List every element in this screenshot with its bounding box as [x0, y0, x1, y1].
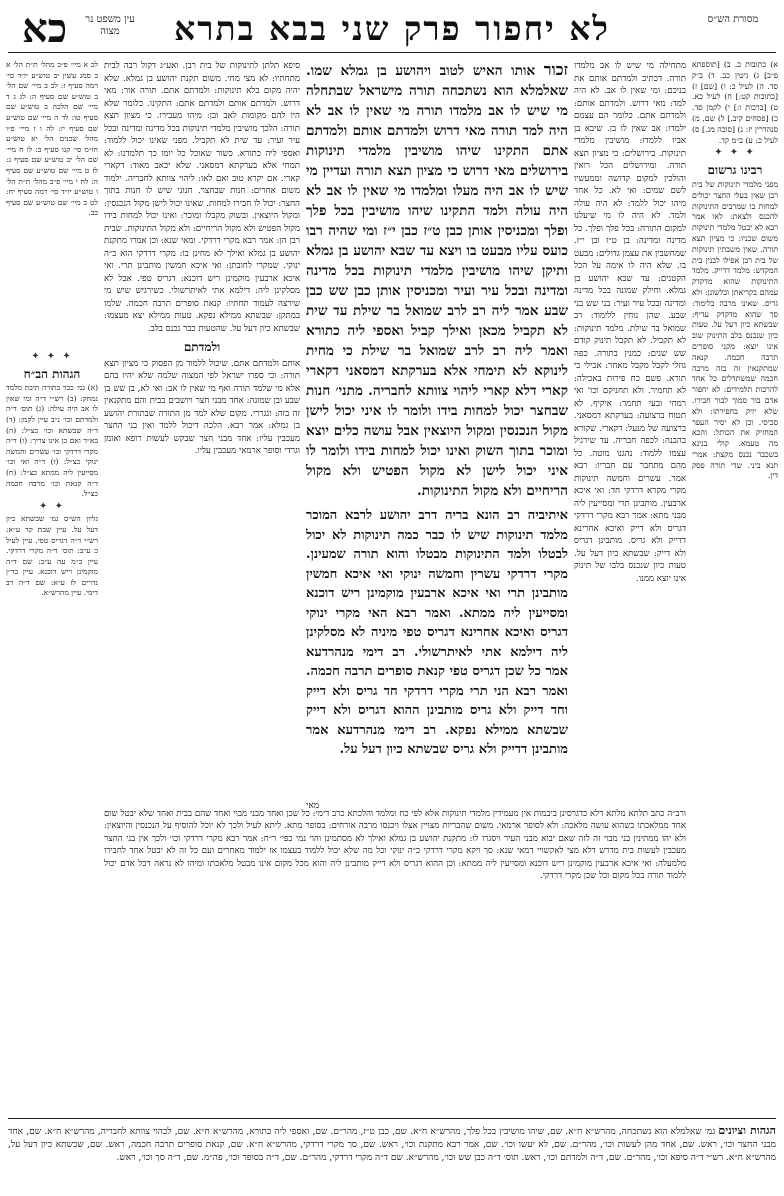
- wide-commentary-text: ורב״ה כתב תלתא מלתא דלא כדגרסינן ביבמות אין מעמידין מלמדי תינוקות אלא לפי כח ומלמד והלכתא כרב דימי: כל שכן ואחד מבני מבוי ואחד שהם בבית ואחד שלא יבטל שום אחד ממלאכתו כשהוא עושה מלאכה: ולא לסופר ארמאי. משום שהבריות מצויין אצלו ויכנסו מרבה אורחים: בסופר מתא. ליתא לעיל ולכך לא יוכל להוסיף על הנכנסין והיוצאין: ולא יהו ממתינין בני מבוי זה לזה שאם יבוא מבני העיר ויסגרו לו: מתקנת יהושע בן גמלא ואילך לא מסתמינן והוי נמי כפי׳ ר״ח: אמר רבא מקרי דרדקי וכו׳ ולכך אין בני החצר מעכבין לעשות בית מדרש דלא מצי לאקשויי דמאי שנא: סך ויקא מקרי דרדקי כ״ה ינוקי וכל מה שלא יכול ללמוד בעצמו אז ילמוד מאחרים ועם כל זה לא יבטל אחד לחבירו מלמעלה: ואי איכא ארבעין מוקמינן ריש דוכנא ומסייעין ליה ממתא: וכן ההוא דגריס ולא דייק מותבינן ליה והוא מכל מקום אינו מבטל מלאכתו ומיהו לא נראה דכל אדם יכול ללמוד תורה בכל מקום וכל שכן מקרי דרדקי.: [104, 809, 686, 882]
- mesoret-column: [692, 60, 778, 1120]
- catchword-marker: מאי: [306, 801, 320, 811]
- gemara-lower-body: איתיביה רב הונא בריה דרב יהושע לרבא המוכר מלמד תינוקות שיש לו כבר כמה תינוקות לא יכול לבטלו ולמד התינוקות מבטלו והוא תורה שמעינן. מקרי דרדקי עשרין וחמשה ינוקי ואי איכא חמשין מותבינן תרי ואי איכא ארבעין מוקמינן ריש דוכנא ומסייעין ליה ממתא. ואמר רבא האי מקרי ינוקי דגריס ואיכא אחרינא דגריס טפי מיניה לא מסלקינן ליה דילמא אתי לאיתרשולי. רב דימי מנהרדעא אמר כל שכן דגריס טפי קנאת סופרים תרבה חכמה. ואמר רבא הני תרי מקרי דרדקי חד גריס ולא דייק וחד דייק ולא גריס מותבינן ההוא דגריס ולא דייק שבשתא ממילא נפקא. רב דימי מנהרדעא אמר מותבינן דדייק ולא גריס שבשתא כיון דעל על.: [306, 508, 568, 757]
- rabbeinu-gershom-title: רבינו גרשום: [707, 163, 763, 178]
- page-title: לא יחפור פרק שני בבא בתרא: [174, 9, 610, 48]
- footer-text: גמ׳ שאלמלא הוא נשתכחה, מהרש״א ח״א. שם, שיהו מושיבין בכל פלך, מהרש״א ח״א. שם, כבן ט״ז, מהר״ם. שם, ואספי ליה כתורא, מהרש״א ח״א. שם, לכהוי צוותא לחבריה, מהרש״א ח״א. שם, אחד מבני החצר וכו׳, ראש. שם, אחד מהן לעשות וכו׳, מהר״ם. שם, לא יעשו וכו׳. שם, אמר רבא מתקנת וכו׳, ראש. שם, סך מקרי דרדקי, מהרש״א ח״א. שם, קנאת סופרים תרבה חכמה, ראש. שם, שבשתא כיון דעל על, מהרש״א ח״א. רש״י ד״ה סיפא וכו׳, מהר״ם. שם, ד״ה ולמדתם וכו׳, ראש. תוס׳ ד״ה כבן שש וכו׳, מהרש״א. שם ד״ה מקרי דרדקי, מהר״ם. שם, ד״ה בסופר וכו׳, פה״מ. שם, ד״ה סך וכו׳, ראש.: [8, 1127, 776, 1163]
- tosafot-section-text: אותם ולמדתם אתם. שיכול ללמוד מן הפסוק כי מציון תצא תורה: וכי ספרו ישראל לפי המצוה שלמה שלא יהיו בהם אלא מי שלמד תורה ואף מי שאין לו אב: ואי לא, בן שש בן שבע ובן שמונה: אחד מבני חצר ויושבים בבית והם מתקנאין זה בזה: ונגררי. מקום שלא למד מן התורה שבתורת יהושע בן גמלא: אמר רבא. הלכה דיכול ללמד ואין בני החצר מעכבין עליו: אחד מבני חצר שבקש לעשות רופא ואומן וגרדי וסופר ארמאי מעכבין עליו.: [104, 358, 300, 456]
- ornament-divider-left-2: ✦ ✦: [39, 500, 65, 512]
- ein-mishpat-label: עין משפט נר מצוה: [85, 14, 135, 37]
- ornament-divider-left: ✦ ✦ ✦: [31, 351, 73, 362]
- mesoret-references: א) כתובות כ. ב) [תוספתא פ״ב] ג) גיטין כב. ד) ב״ק סד. ה) לעיל כ: ו) [שם] ז) [כתובות קט:] ח) לעיל כא. ט) [ברכות ו:] י) לקמן סד. כ) [פסחים קיב.] ל) שם, מ) סנהדרין יז: נ) [סוכה מג.] ס) לעיל כ: ע) ב״מ קד.: [692, 60, 778, 145]
- rabbeinu-gershom-text: מפני מלמדי תינוקות של בית רבן שאין בעלי החצר יכולים למחות בו שמרבים התינוקות להכנס ולצאת: לאו אמר רבא לא יבטל מלמדי תינוקות משום שכניו: כי מציון תצא תורה. שאין משבתין תינוקות של בית רבן אפילו לבנין בית המקדש: מלמד דדייק. מלמד התינוקות שהוא מדקדק עמהם בקריאתן ובלשונן: ולא גריס. שאינו מרבה בלימוד: סך שהוא מדקדק עדיף: שבשתא כיון דעל על. טעות כיון שנכנס בלב התינוק שוב אינו יוצא: מקני סופרים תרבה חכמה. קנאה שמתקנאין זה בזה מרבה חכמה שמשתדלים כל אחד להרבות תלמידים: לא יחפור אדם בור סמוך לבור חבירו. שלא יזיק בחפירתו: ולא סכיסי. וכן לא יסיר העפר המחזיק את הכותל: והכא מה טעמא. קולי בנינא בשכבר נכנס מקצת: אמרי תנא ביני. שדי תורה פסק דין.: [692, 179, 778, 481]
- tosafot-section-title: ולמדתם: [183, 340, 221, 354]
- footer-title: הגהות וציונים: [718, 1124, 776, 1137]
- header-divider: [8, 52, 776, 53]
- ein-mishpat-text: לכ א מיי׳ פ״ב מהל׳ ת״ת הל׳ א ב סמג עשין יב טוש״ע יו״ד סי׳ רמה סעיף ז: לב ב מיי׳ שם הל׳ ב טוש״ע שם סעיף ה: לג ג ד מיי׳ שם הלכה ב טוש״ע שם סעיף טו: לד ה מיי׳ שם טוש״ע שם סעיף יז: לה ו ז מיי׳ פ״ו מהל׳ שכנים הל׳ יא טוש״ע חו״מ סי׳ קנו סעיף ב: לו ח מיי׳ שם הל׳ יב טוש״ע שם סעיף ג: לז ט מיי׳ שם טוש״ע שם סעיף ה: לח י מיי׳ פ״ב מהל׳ ת״ת הל׳ ו טוש״ע יו״ד סי׳ רמה סעיף יח: לט כ מיי׳ שם טוש״ע שם סעיף כב.: [6, 60, 98, 218]
- ornament-divider: ✦ ✦ ✦: [714, 147, 756, 159]
- mishnah-text: מתני׳ חנות שבחצר יכול למחות בידו ולומר לו איני יכול לישן מקול הנכנסין ומקול היוצאין אבל עושה כלים יוצא ומוכר בתוך השוק ואינו יכול למחות בידו ולומר לו איני יכול לישן לא מקול הפטיש ולא מקול הריחיים ולא מקול התינוקות.: [306, 383, 568, 499]
- opening-word: זכור: [543, 60, 568, 79]
- gemara-main-text: [306, 60, 568, 500]
- hagahot-text: (א) גמ׳ כבר בתורה תיבת מלמד נמחק: (ב) רש״י ד״ה ומי שאין לו אב היה עולה: (ג) תוס׳ ד״ה ולמדתם וכו׳ נ״ב עיין לקמן: (ד) ד״ה שבשתא וכו׳ כצ״ל: (ה) בא״ד ואם כן אינו צריך: (ו) ד״ה מקרי דרדקי וכו׳ עשרים וחמשה ינוקי כצ״ל: (ז) ד״ה ואי וכו׳ מסייעין ליה ממתא כצ״ל: (ח) ד״ה קנאת וכו׳ מרבה חכמה כצ״ל.: [6, 383, 98, 499]
- gemara-lower-text: [306, 506, 568, 806]
- rashi-text: מתחילה מי שיש לו אב מלמדו תורה. דכתיב ולמדתם אותם את בניכם: ומי שאין לו אב. לא היה למד: מאי דרוש. ולמדתם אותם: ולמדתם אתם. כלומר הם עצמם ילמדו: אב שאין לו בן. שיבא בן אביו ללמדו: מושיבין מלמדי תינוקות. בירושלים: כי מציון תצא תורה. ומירושלים הכל רואין והולכין למקום קדושה וממעשיו לשם שמים: ואי לא. כל אחד מיהו יכול ללמד: לא היה עולה ולמד. לא היה לו מי שיעלנו למקום התורה: בכל פלך ופלך. כל מדינה ומדינה: בן ט״ז ובן י״ז. שמחשבין את עצמן גדולים: מבעט בו. שלא היה לו אימה על הכל הקטנים: עד שבא יהושע בן גמלא. וחילק שמונה בכל מדינה ומדינה ובכל עיר ועיר: בני שש בני שבע. שהן נוחין ללימוד: רב שמואל בר שילת. מלמד תינוקות: לא תקביל. לא תקבל תינוק קודם שש שנים: כמנין בתורה. כפה גוזלי לקבל מקבל מאחר: אכילי כי תורא. פשם כח פירות באכילה: לא תחמיר. ולא תחניקם וכו' ואי רמחי ובעי תחמר: איקיף. לא תטוח ברצועה: בערקתא דמסאני. ברצועה של מנעל: דקארי. שקורא בהבנה: לכפה חבריה. עד שירגיל עצמו ללמוד: נהגנו מוטה. כל מהם מתחבר עם חבריו: רבא אמר. עשרים וחמשה תינוקות מקרי מקרא דרדקי חד: ואי איכא ארבעין. מותבינן תרי ומסייעין ליה מבני מתא: אמר רבא מקרי דרדקי דגריס ולא דייק ואיכא אחרינא דדייק ולא גריס. מותבינן דגריס ולא דייק: שבשתא כיון דעל על. טעות כיון שנכנס בלבו של תינוק אינו יוצא ממנו.: [574, 61, 686, 584]
- tosafot-text: סיפא תלתן לתינוקות של בית רבן. ואע״ג דקול רבה לבית מתחתיו: לא מצי מחי. משום תקנת יהושע בן גמלא. שלא יהיה מקום בלא תינוקות: ולמדתם אתם. תורה אור: מאי דרוש. ולמדתם אותם ולמדתם אתם: התקינו. כלומר שלא היו להם מקומות לאב ובן: מיהו מעבירו. כי מציון תצא תורה: הלכך מושיבין מלמדי תינוקות בכל מדינה ומדינה ובכל עיר ועיר: עד שית לא תקביל. מפני שאינו יכול ללמוד: ואספי ליה כתורא. כשור שאוכל כל יומו כך תלמדנו: לא תמחי אלא בערקתא דמסאני. שלא יכאב מאוד: דקארי קארי. אם יקרא טוב ואם לאו: ליהוי צוותא לחבריה. ילמוד משום אחרים: חנות שבחצר. חנוני שיש לו חנות בתוך החצר: יכול לו חבירו למחות. שאינו יכול לישן מקול הנכנסין: ומקול היוצאין. ובשוק מקבלו ומוכר: ואינו יכול למחות בידו מקול הפטיש ולא מקול הריחיים: ולא מקול התינוקות. שבית רבן הן: אמר רבא מקרי דרדקי. ומאי שנא: וכן אמרו מתקנת יהושע בן גמלא ואילך לא מחינן בו: מקרי דרדקי הוא כ״ה ינוקי. שמקרי לחובתן: ואי איכא חמשין מותבינן תרי. ואי איכא ארבעין מוקמינן ריש דוכנא: דגריס טפי. אבל לא מסלקינן ליה: דילמא אתי לאיתרשולי. כשירגיש שיש מי שירצה לעמוד תחתיו: קנאת סופרים תרבה חכמה. שלמו במתקן: שבשתא ממילא נפקא. טעות ממילא יצא מעצמו: שבשתא כיון דעל על. שהטעות כבר נכנס בלב.: [104, 61, 300, 334]
- masoret-label: מסורת הש״ס: [707, 14, 759, 25]
- hagahot-title: הגהות הב״ח: [23, 366, 81, 381]
- footer-divider: [8, 1118, 776, 1119]
- left-lower-text: גליון הש״ס גמ׳ שבשתא כיון דעל על. עיין שבת קד ע״א: רש״י ד״ה דגריס טפי. עיין לעיל כ ע״ב: תוס׳ ד״ה מקרי דרדקי. עיין ב״מ עה ע״ב: שם ד״ה מוקמינן ריש דוכנא. עיין בר״ן נדרים לז ע״א: שם ד״ה רב דימי. עיין מהרש״א.: [6, 514, 98, 598]
- page-header: [8, 5, 776, 52]
- gemara-opening-text: אותו האיש לטוב ויהושע בן גמלא שמו. שאלמלא הוא נשתכחה תורה מישראל שבתחלה מי שיש לו אב מלמדו תורה מי שאין לו אב לא היה למד תורה מאי דרוש ולמדתם אותם ולמדתם אתם התקינו שיהו מושיבין מלמדי תינוקות בירושלים מאי דרוש כי מציון תצא תורה ועדיין מי שיש לו אב היה מעלו ומלמדו מי שאין לו אב לא היה עולה ולמד התקינו שיהו מושיבין בכל פלך ופלך ומכניסין אותן כבן ט״ז כבן י״ז ומי שהיה רבו כועס עליו מבעט בו ויצא עד שבא יהושע בן גמלא ותיקן שיהו מושיבין מלמדי תינוקות בכל מדינה ומדינה ובכל עיר ועיר ומכניסין אותן כבן שש כבן שבע אמר ליה רב לרב שמואל בר שילת עד שית לא תקביל מכאן ואילך קביל ואספי ליה כתורא ואמר ליה רב לרב שמואל בר שילת כי מחית לינוקא לא תימחי אלא בערקתא דמסאני דקארי קארי דלא קארי ליהוי צוותא לחבריה.: [306, 63, 568, 399]
- page-footer: [8, 1124, 776, 1184]
- daf-number: כא: [22, 5, 68, 52]
- wide-commentary: [104, 808, 686, 1058]
- ein-mishpat-column: [6, 60, 98, 1120]
